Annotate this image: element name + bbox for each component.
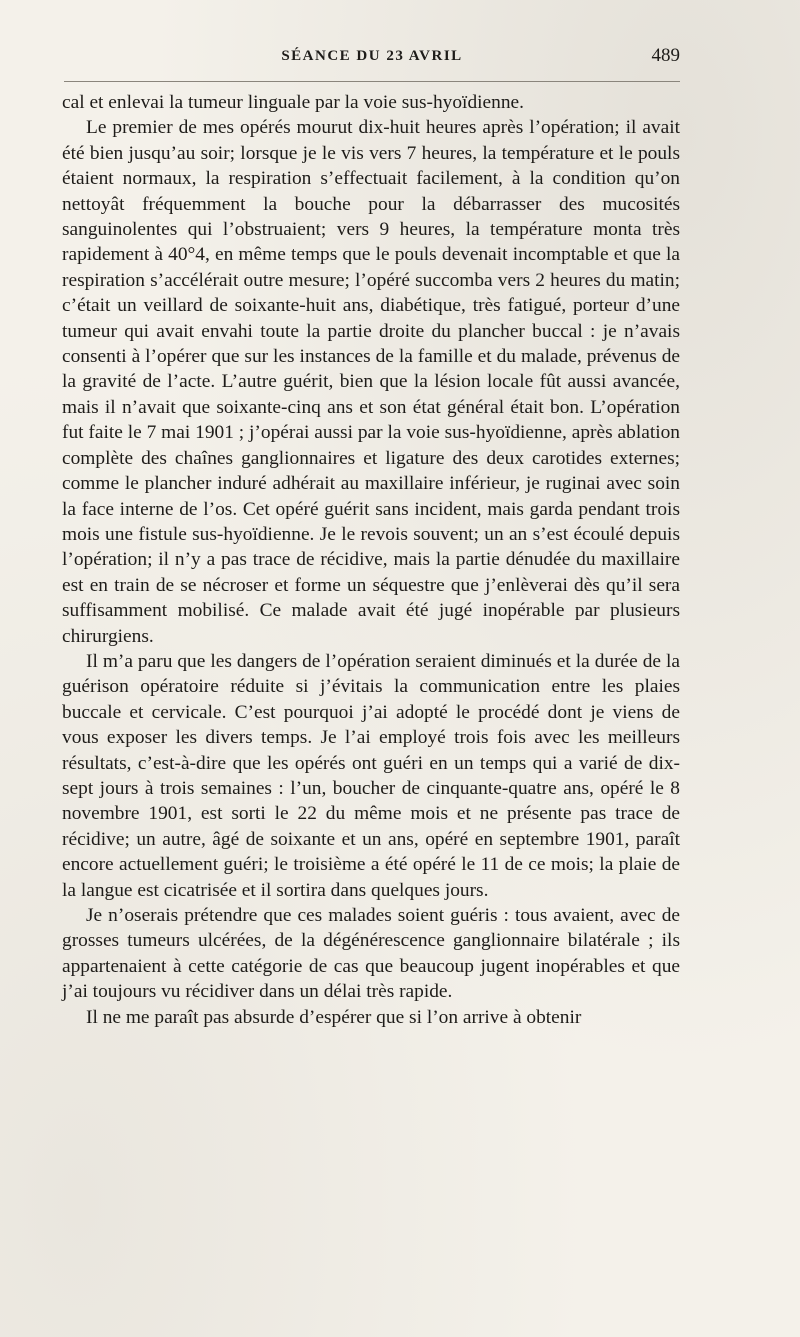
body-text	[62, 90, 680, 1030]
paragraph-caution: Je n’oserais prétendre que ces malades soient guéris : tous avaient, avec de grosses tumeurs ulcérées, de la dégénérescence ganglionnaire bilatérale ; ils appartenaient à cette catégorie de cas que beaucoup jugent inopérables et que j’ai toujours vu récidiver dans un délai très rapide.	[62, 905, 680, 1003]
header-rule	[64, 81, 680, 82]
paragraph-final-line: Il ne me paraît pas absurde d’espérer que si l’on arrive à obtenir	[86, 1006, 582, 1028]
page-header	[64, 43, 680, 73]
paragraph-continuation: cal et enlevai la tumeur linguale par la voie sus-hyoïdienne.	[62, 92, 524, 113]
running-title: SÉANCE DU 23 AVRIL	[281, 48, 463, 64]
paragraph-first-patients: Le premier de mes opérés mourut dix-huit heures après l’opération; il avait été bien jusqu’au soir; lorsque je le vis vers 7 heures, la température et le pouls étaient normaux, la respiration s’effectuait facilement, à la condition qu’on nettoyât fréquemment la bouche pour la débarrasser des mucosités sanguinolentes qui l’obstruaient; vers 9 heures, la température monta très rapidement à 40°4, en même temps que le pouls devenait incomptable et que la respiration s’accélérait outre mesure; l’opéré succomba vers 2 heures du matin; c’était un veillard de soixante-huit ans, diabétique, très fatigué, porteur d’une tumeur qui avait envahi toute la partie droite du plancher buccal : je n’avais consenti à l’opérer que sur les instances de la famille et du malade, prévenus de la gravité de l’acte. L’autre guérit, bien que la lésion locale fût aussi avancée, mais il n’avait que soixante-cinq ans et son état général était bon. L’opération fut faite le 7 mai 1901 ; j’opérai aussi par la voie sus-hyoïdienne, après ablation complète des chaînes ganglionnaires et ligature des deux carotides externes; comme le plancher induré adhérait au maxillaire inférieur, je ruginai avec soin la face interne de l’os. Cet opéré guérit sans incident, mais garda pendant trois mois une fistule sus-hyoïdienne. Je le revois souvent; un an s’est écoulé depuis l’opération; il n’y a pas trace de récidive, mais la partie dénudée du maxillaire est en train de se nécroser et forme un séquestre que j’enlèverai dès qu’il sera suffisamment mobilisé. Ce malade avait été jugé inopérable par plusieurs chirurgiens.	[62, 117, 680, 647]
paragraph-procedure-results: Il m’a paru que les dangers de l’opération seraient diminués et la durée de la guérison opératoire réduite si j’évitais la communication entre les plaies buccale et cervicale. C’est pourquoi j’ai adopté le procédé dont je viens de vous exposer les divers temps. Je l’ai employé trois fois avec les meilleurs résultats, c’est-à-dire que les opérés ont guéri en un temps qui a varié de dix-sept jours à trois semaines : l’un, boucher de cinquante-quatre ans, opéré le 8 novembre 1901, est sorti le 22 du même mois et ne présente pas trace de récidive; un autre, âgé de soixante et un ans, opéré en septembre 1901, paraît encore actuellement guéri; le troisième a été opéré le 11 de ce mois; la plaie de la langue est cicatrisée et il sortira dans quelques jours.	[62, 650, 680, 901]
page-number: 489	[651, 45, 680, 66]
